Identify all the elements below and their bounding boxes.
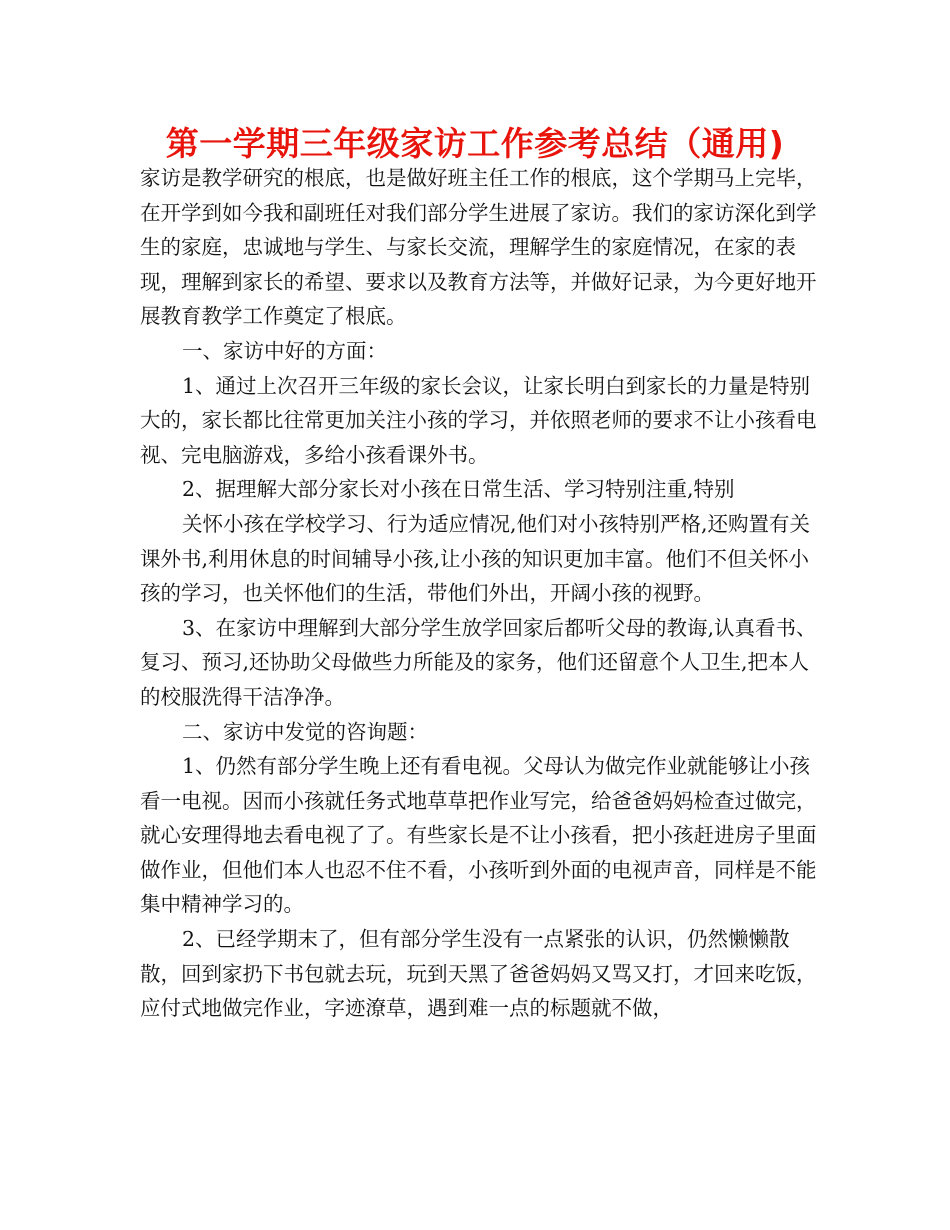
document-title: 第一学期三年级家访工作参考总结（通用) [165,124,785,163]
paragraph-good-2-continued: 关怀小孩在学校学习、行为适应情况,他们对小孩特别严格,还购置有关课外书,利用休息的时间辅导小孩,让小孩的知识更加丰富。他们不但关怀小孩的学习，也关怀他们的生活，带他们外出，开阔小孩的视野。 [140,511,811,606]
section-heading-good-aspects: 一、家访中好的方面： [182,338,387,363]
paragraph-problem-1: 1、仍然有部分学生晚上还有看电视。父母认为做完作业就能够让小孩看一电视。因而小孩就任务式地草草把作业写完，给爸爸妈妈检查过做完，就心安理得地去看电视了了。有些家长是不让小孩看，把小孩赶进房子里面做作业，但他们本人也忍不住不看，小孩听到外面的电视声音，同样是不能集中精神学习的。 [140,754,817,917]
document-body [140,161,820,1026]
section-heading-problems: 二、家访中发觉的咨询题： [182,719,428,744]
paragraph-intro: 家访是教学研究的根底，也是做好班主任工作的根底，这个学期马上完毕，在开学到如今我和副班任对我们部分学生进展了家访。我们的家访深化到学生的家庭，忠诚地与学生、与家长交流，理解学生的家庭情况，在家的表现，理解到家长的希望、要求以及教育方法等，并做好记录，为今更好地开展教育教学工作奠定了根底。 [140,166,817,329]
paragraph-good-3: 3、在家访中理解到大部分学生放学回家后都听父母的教诲,认真看书、复习、预习,还协助父母做些力所能及的家务，他们还留意个人卫生,把本人的校服洗得干洁净净。 [140,615,817,709]
paragraph-good-2: 2、据理解大部分家长对小孩在日常生活、学习特别注重,特别 [182,477,735,502]
paragraph-problem-2: 2、已经学期末了，但有部分学生没有一点紧张的认识，仍然懒懒散散，回到家扔下书包就去玩，玩到天黑了爸爸妈妈又骂又打，才回来吃饭，应付式地做完作业，字迹潦草，遇到难一点的标题就不做， [140,927,817,1021]
paragraph-good-1: 1、通过上次召开三年级的家长会议，让家长明白到家长的力量是特别大的，家长都比往常更加关注小孩的学习，并依照老师的要求不让小孩看电视、完电脑游戏，多给小孩看课外书。 [140,373,817,467]
